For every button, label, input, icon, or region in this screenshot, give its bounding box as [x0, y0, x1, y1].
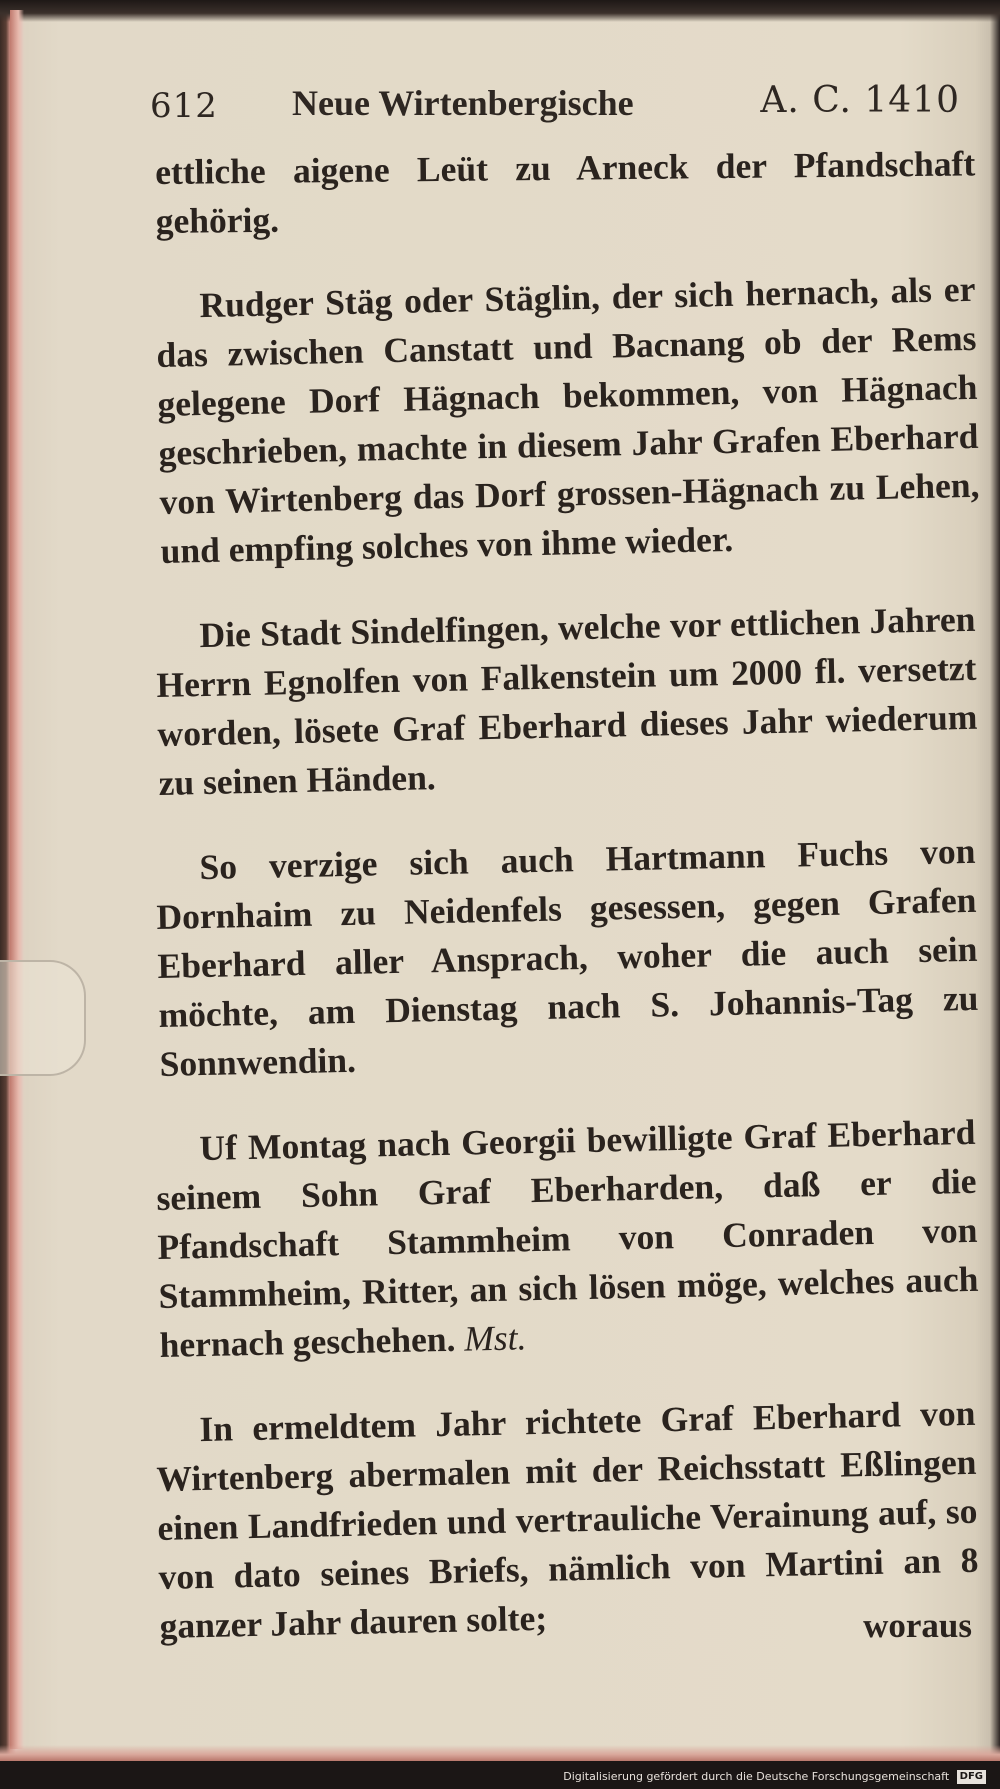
paragraph-5 [155, 1108, 980, 1370]
page-number: 612 [150, 86, 218, 126]
source-note: Mst. [463, 1317, 527, 1359]
running-title: Neue Wirtenbergische [292, 83, 634, 123]
paragraph-6 [155, 1389, 980, 1651]
paragraph-3 [155, 595, 979, 808]
paragraph-3-text: Die Stadt Sindelfingen, welche vor ettlichen Jahren Herrn Egnolfen von Falkenstein um 2000 fl. versetzt worden, lösete Graf Eberhard dieses Jahr wiederum zu seinen Händen. [156, 598, 978, 803]
paragraph-6-text: In ermeldtem Jahr richtete Graf Eberhard von Wirtenberg abermalen mit der Reichsstatt Eßlingen einen Landfrieden und vertrauliche Verainung auf, so von dato seines Briefs, nämlich von Martini an 8 ganzer Jahr dauren solte; [156, 1392, 979, 1646]
year-label: A. C. 1410 [760, 80, 960, 121]
catchword: woraus [863, 1606, 972, 1645]
page-header [150, 76, 960, 136]
footer-bar [0, 1761, 1000, 1789]
footer-credit [563, 1770, 986, 1784]
page-edge-bottom [0, 1745, 1000, 1761]
paragraph-4 [155, 827, 980, 1089]
paragraph-1-text: ettliche aigene Leüt zu Arneck der Pfandschaft gehörig. [155, 143, 976, 241]
paragraph-2 [155, 265, 981, 576]
tab-marker [0, 960, 86, 1076]
paragraph-5-text: Uf Montag nach Georgii bewilligte Graf Eberhard seinem Sohn Graf Eberharden, daß er die Pfandschaft Stammheim von Conraden von Stammheim, Ritter, an sich lösen möge, welches auch hernach geschehen. [156, 1111, 979, 1365]
paragraph-4-text: So verzige sich auch Hartmann Fuchs von Dornhaim zu Neidenfels gesessen, gegen Grafen Eberhard aller Ansprach, woher die auch sein möchte, am Dienstag nach S. Johannis-Tag zu Sonnwendin. [156, 830, 979, 1084]
footer-credit-text: Digitalisierung gefördert durch die Deutsche Forschungsgemeinschaft [563, 1770, 950, 1783]
paragraph-2-text: Rudger Stäg oder Stäglin, der sich hernach, als er das zwischen Canstatt und Bacnang ob der Rems gelegene Dorf Hägnach bekommen, von Hägnach geschrieben, machte in diesem Jahr Grafen Eberhard von Wirtenberg das Dorf grossen-Hägnach zu Lehen, und empfing solches von ihme wieder. [156, 268, 980, 571]
body-text [155, 143, 980, 1687]
paragraph-1 [155, 139, 976, 246]
dfg-logo: DFG [957, 1770, 986, 1784]
page-edge-left [10, 10, 24, 1749]
